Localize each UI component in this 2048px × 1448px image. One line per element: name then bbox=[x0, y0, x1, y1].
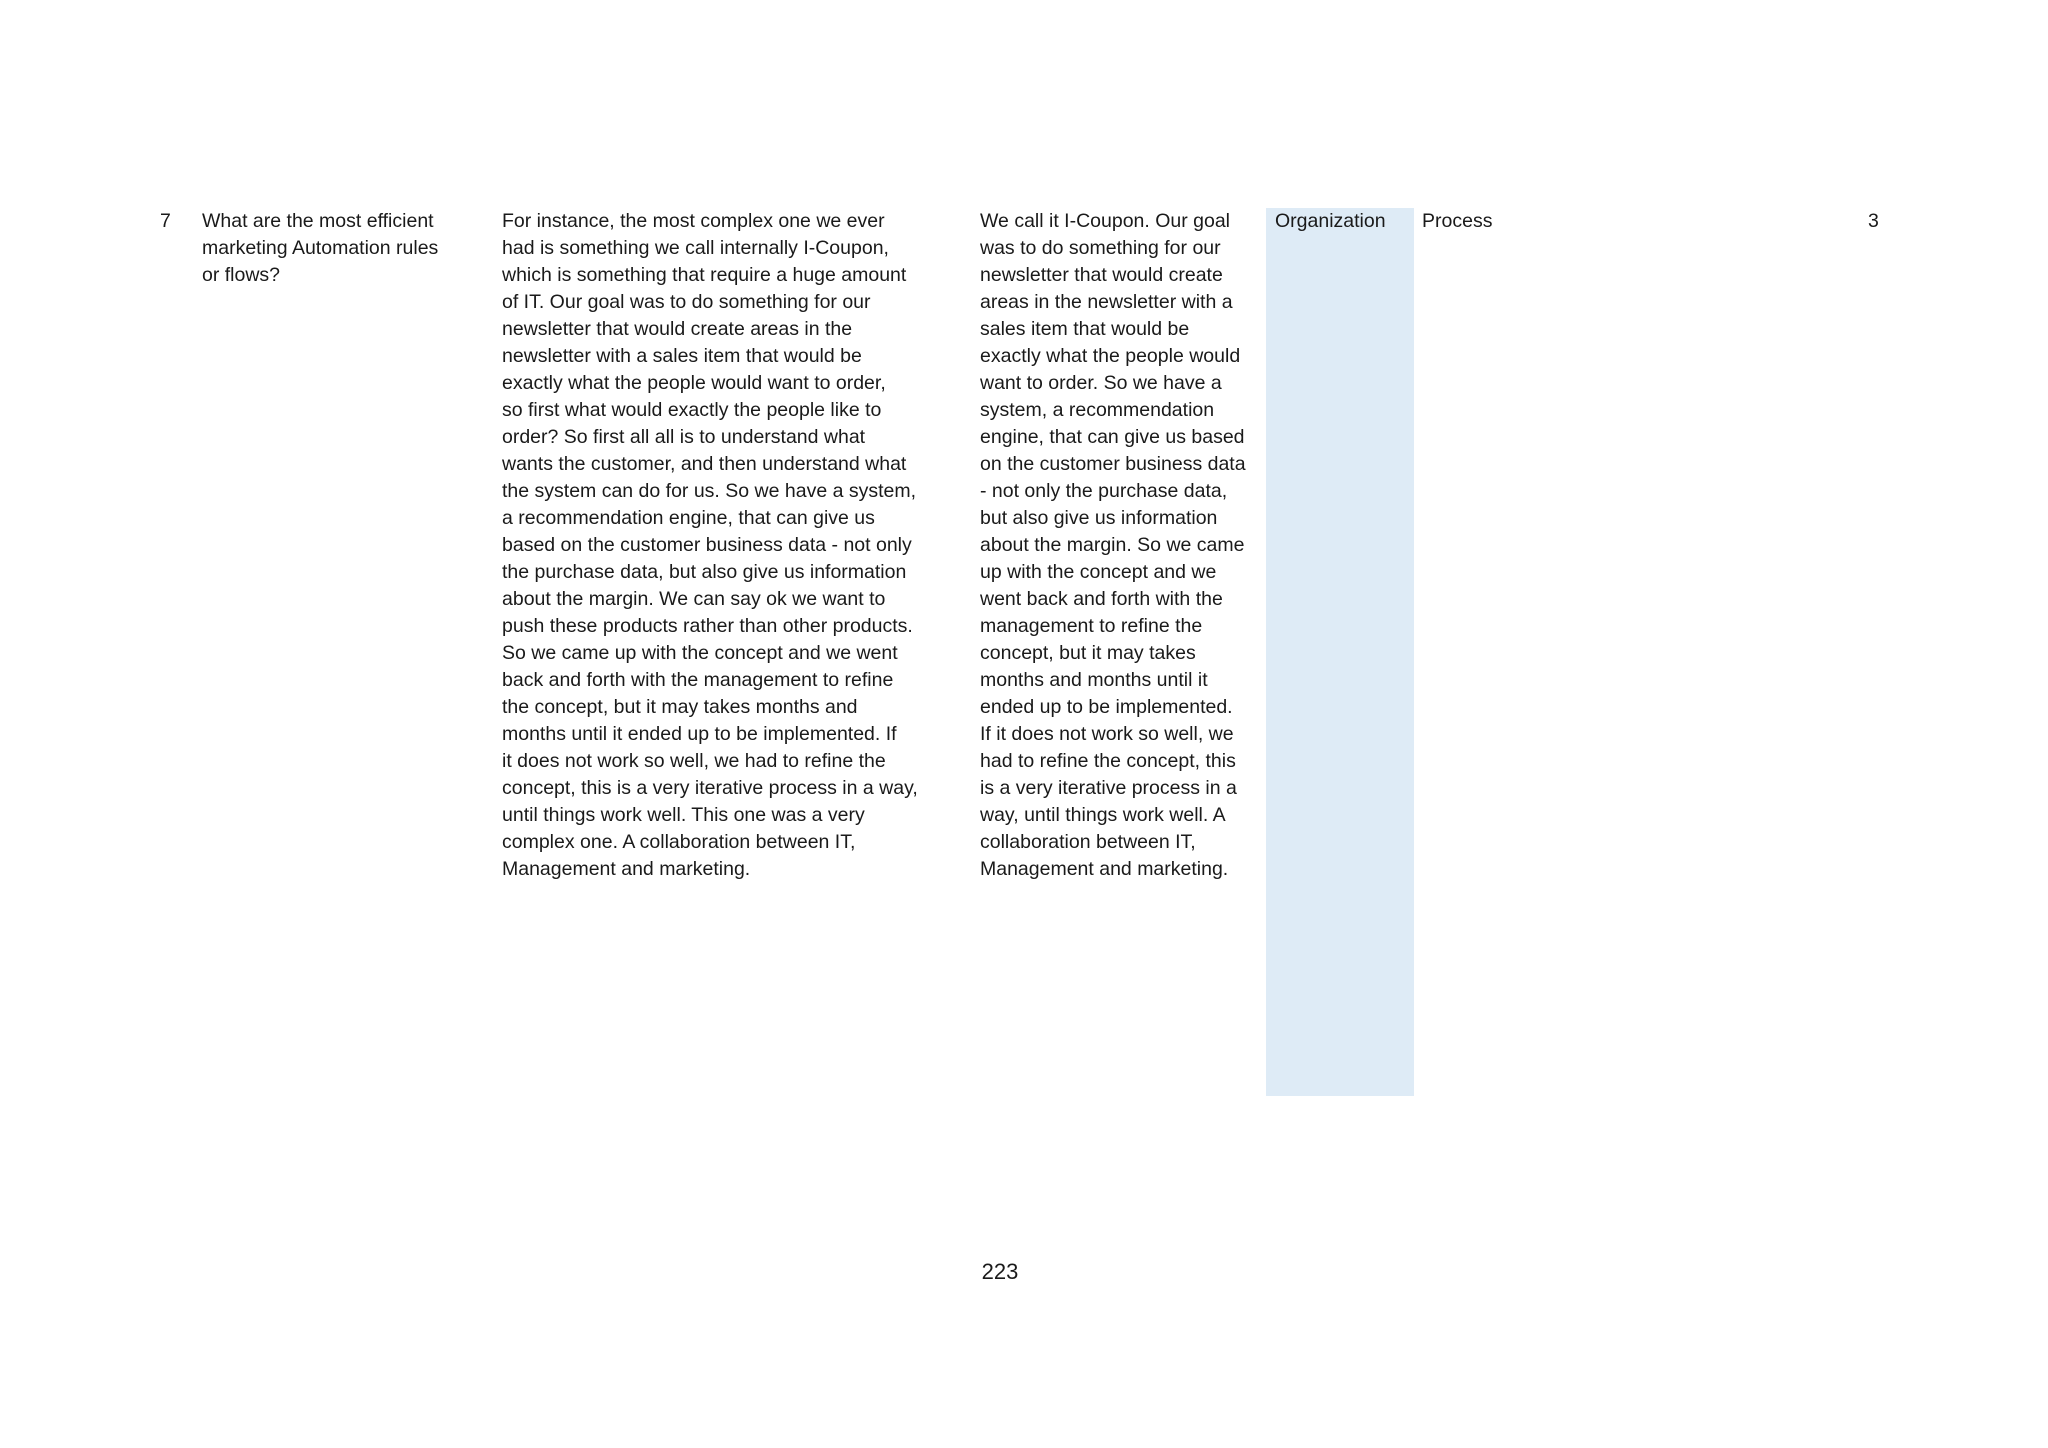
row-number: 7 bbox=[160, 210, 171, 232]
category-highlight-column bbox=[1266, 208, 1414, 1096]
category-label: Organization bbox=[1275, 210, 1386, 232]
page-number: 223 bbox=[981, 1259, 1019, 1284]
full-answer-text: For instance, the most complex one we ever had is something we call internally I-Coupon, which is something that require a huge amount of IT. Our goal was to do something for our newsletter that would create areas in the newsletter with a sales item that would be exactly what the people would want to order, so first what would exactly the people like to order? So first all all is to understand what wants the customer, and then understand what the system can do for us. So we have a system, a recommendation engine, that can give us based on the customer business data - not only the purchase data, but also give us information about the margin. We can say ok we want to push these products rather than other products. So we came up with the concept and we went back and forth with the management to refine the concept, but it may takes months and months until it ended up to be implemented. If it does not work so well, we had to refine the concept, this is a very iterative process in a way, until things work well. This one was a very complex one. A collaboration between IT, Management and marketing. bbox=[502, 210, 918, 880]
interview-question: What are the most efficient marketing Automation rules or flows? bbox=[202, 210, 439, 286]
subcategory-label: Process bbox=[1422, 210, 1493, 232]
summary-answer-text: We call it I-Coupon. Our goal was to do something for our newsletter that would create areas in the newsletter with a sales item that would be exactly what the people would want to order. So we have a system, a recommendation engine, that can give us based on the customer business data - not only the purchase data, but also give us information about the margin. So we came up with the concept and we went back and forth with the management to refine the concept, but it may takes months and months until it ended up to be implemented. If it does not work so well, we had to refine the concept, this is a very iterative process in a way, until things work well. A collaboration between IT, Management and marketing. bbox=[980, 210, 1246, 880]
count-value: 3 bbox=[1868, 210, 1879, 232]
